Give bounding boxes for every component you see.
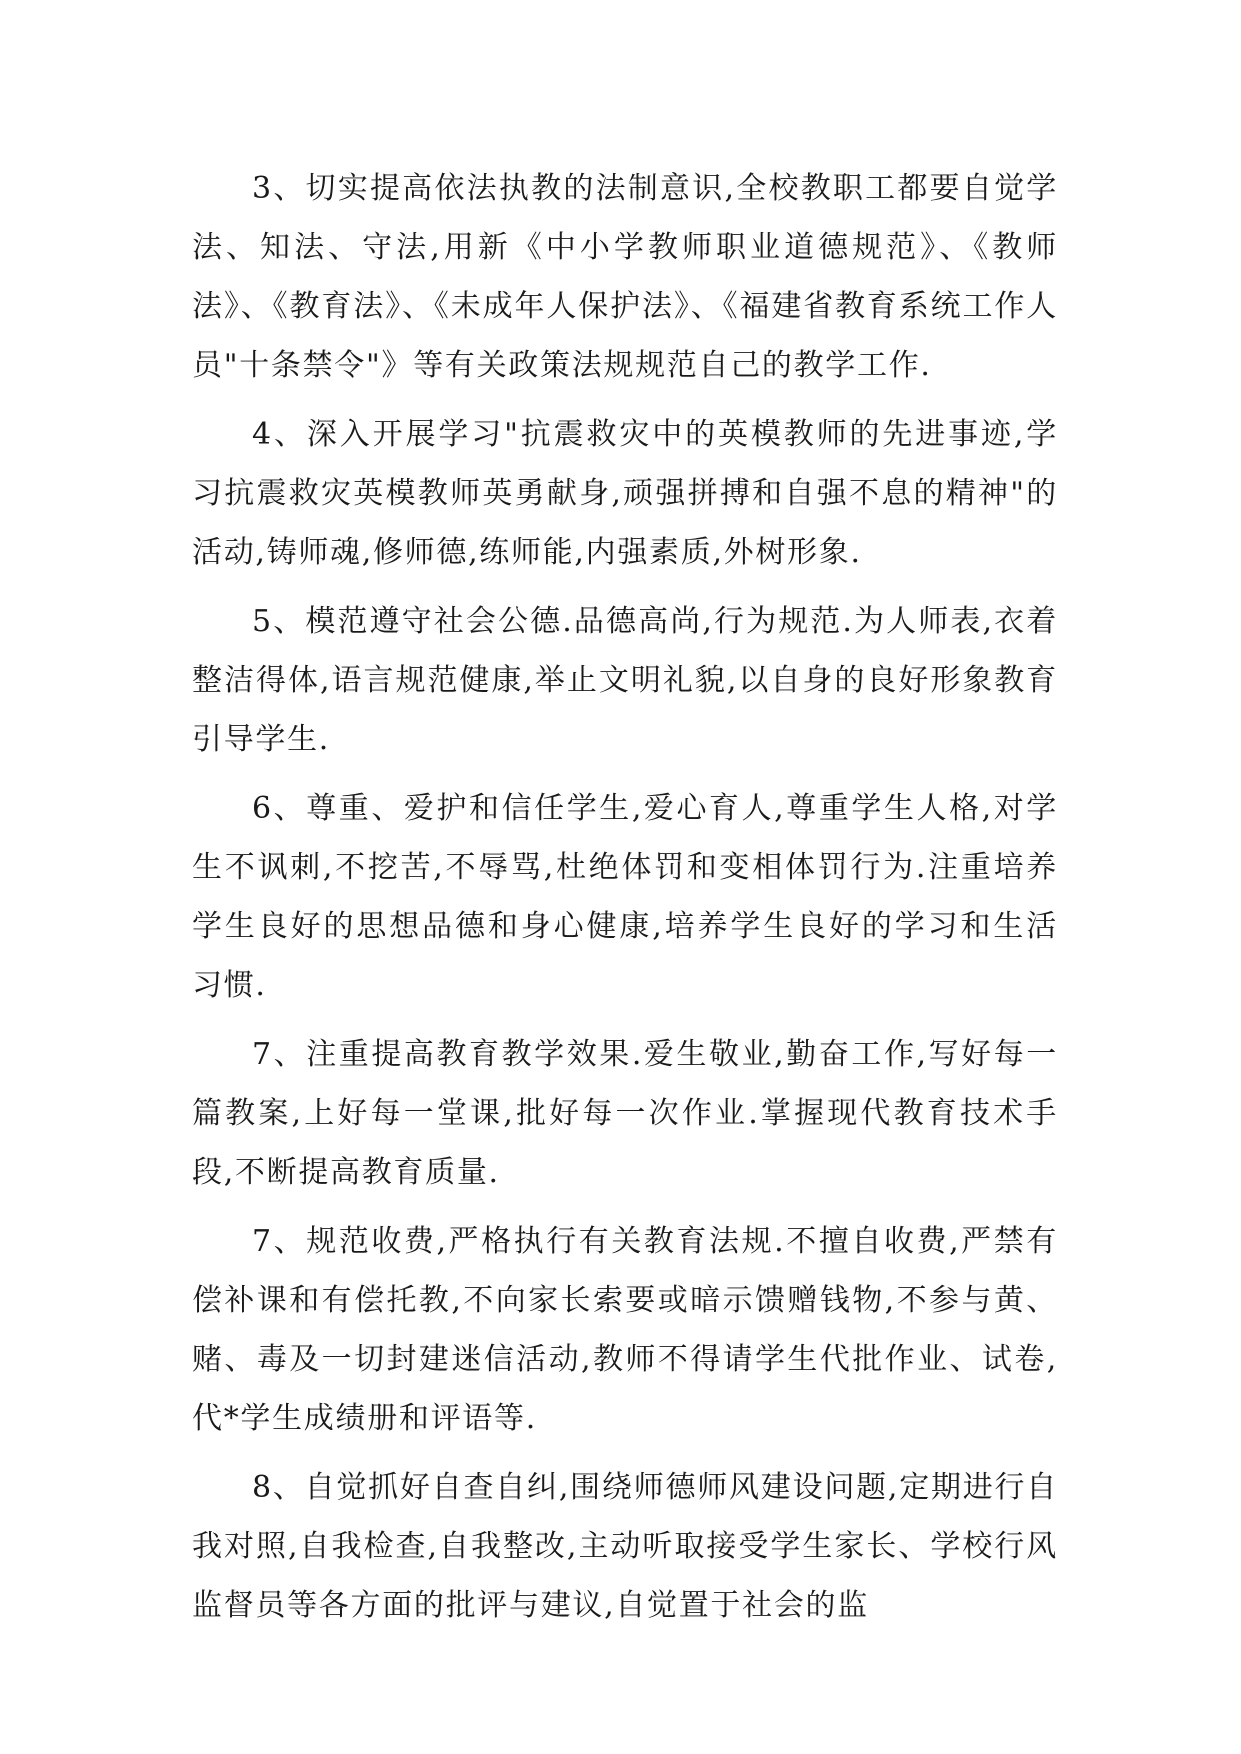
paragraph-item-4: 4、深入开展学习"抗震救灾中的英模教师的先进事迹,学习抗震救灾英模教师英勇献身,顽强拼搏和自强不息的精神"的活动,铸师魂,修师德,练师能,内强素质,外树形象. (192, 417, 1058, 570)
paragraph-item-7a: 7、注重提高教育教学效果.爱生敬业,勤奋工作,写好每一篇教案,上好每一堂课,批好每一次作业.掌握现代教育技术手段,不断提高教育质量. (192, 1037, 1058, 1190)
paragraph-item-8: 8、自觉抓好自查自纠,围绕师德师风建设问题,定期进行自我对照,自我检查,自我整改,主动听取接受学生家长、学校行风监督员等各方面的批评与建议,自觉置于社会的监 (192, 1470, 1058, 1623)
document-body (192, 159, 1058, 1645)
paragraph-item-7b: 7、规范收费,严格执行有关教育法规.不擅自收费,严禁有偿补课和有偿托教,不向家长索要或暗示馈赠钱物,不参与黄、赌、毒及一切封建迷信活动,教师不得请学生代批作业、试卷,代*学生成绩册和评语等. (192, 1224, 1058, 1436)
paragraph-item-3: 3、切实提高依法执教的法制意识,全校教职工都要自觉学法、知法、守法,用新《中小学教师职业道德规范》、《教师法》、《教育法》、《未成年人保护法》、《福建省教育系统工作人员"十条禁令"》等有关政策法规规范自己的教学工作. (192, 171, 1058, 383)
paragraph-item-5: 5、模范遵守社会公德.品德高尚,行为规范.为人师表,衣着整洁得体,语言规范健康,举止文明礼貌,以自身的良好形象教育引导学生. (192, 604, 1058, 757)
paragraph-item-6: 6、尊重、爱护和信任学生,爱心育人,尊重学生人格,对学生不讽刺,不挖苦,不辱骂,杜绝体罚和变相体罚行为.注重培养学生良好的思想品德和身心健康,培养学生良好的学习和生活习惯. (192, 791, 1058, 1003)
